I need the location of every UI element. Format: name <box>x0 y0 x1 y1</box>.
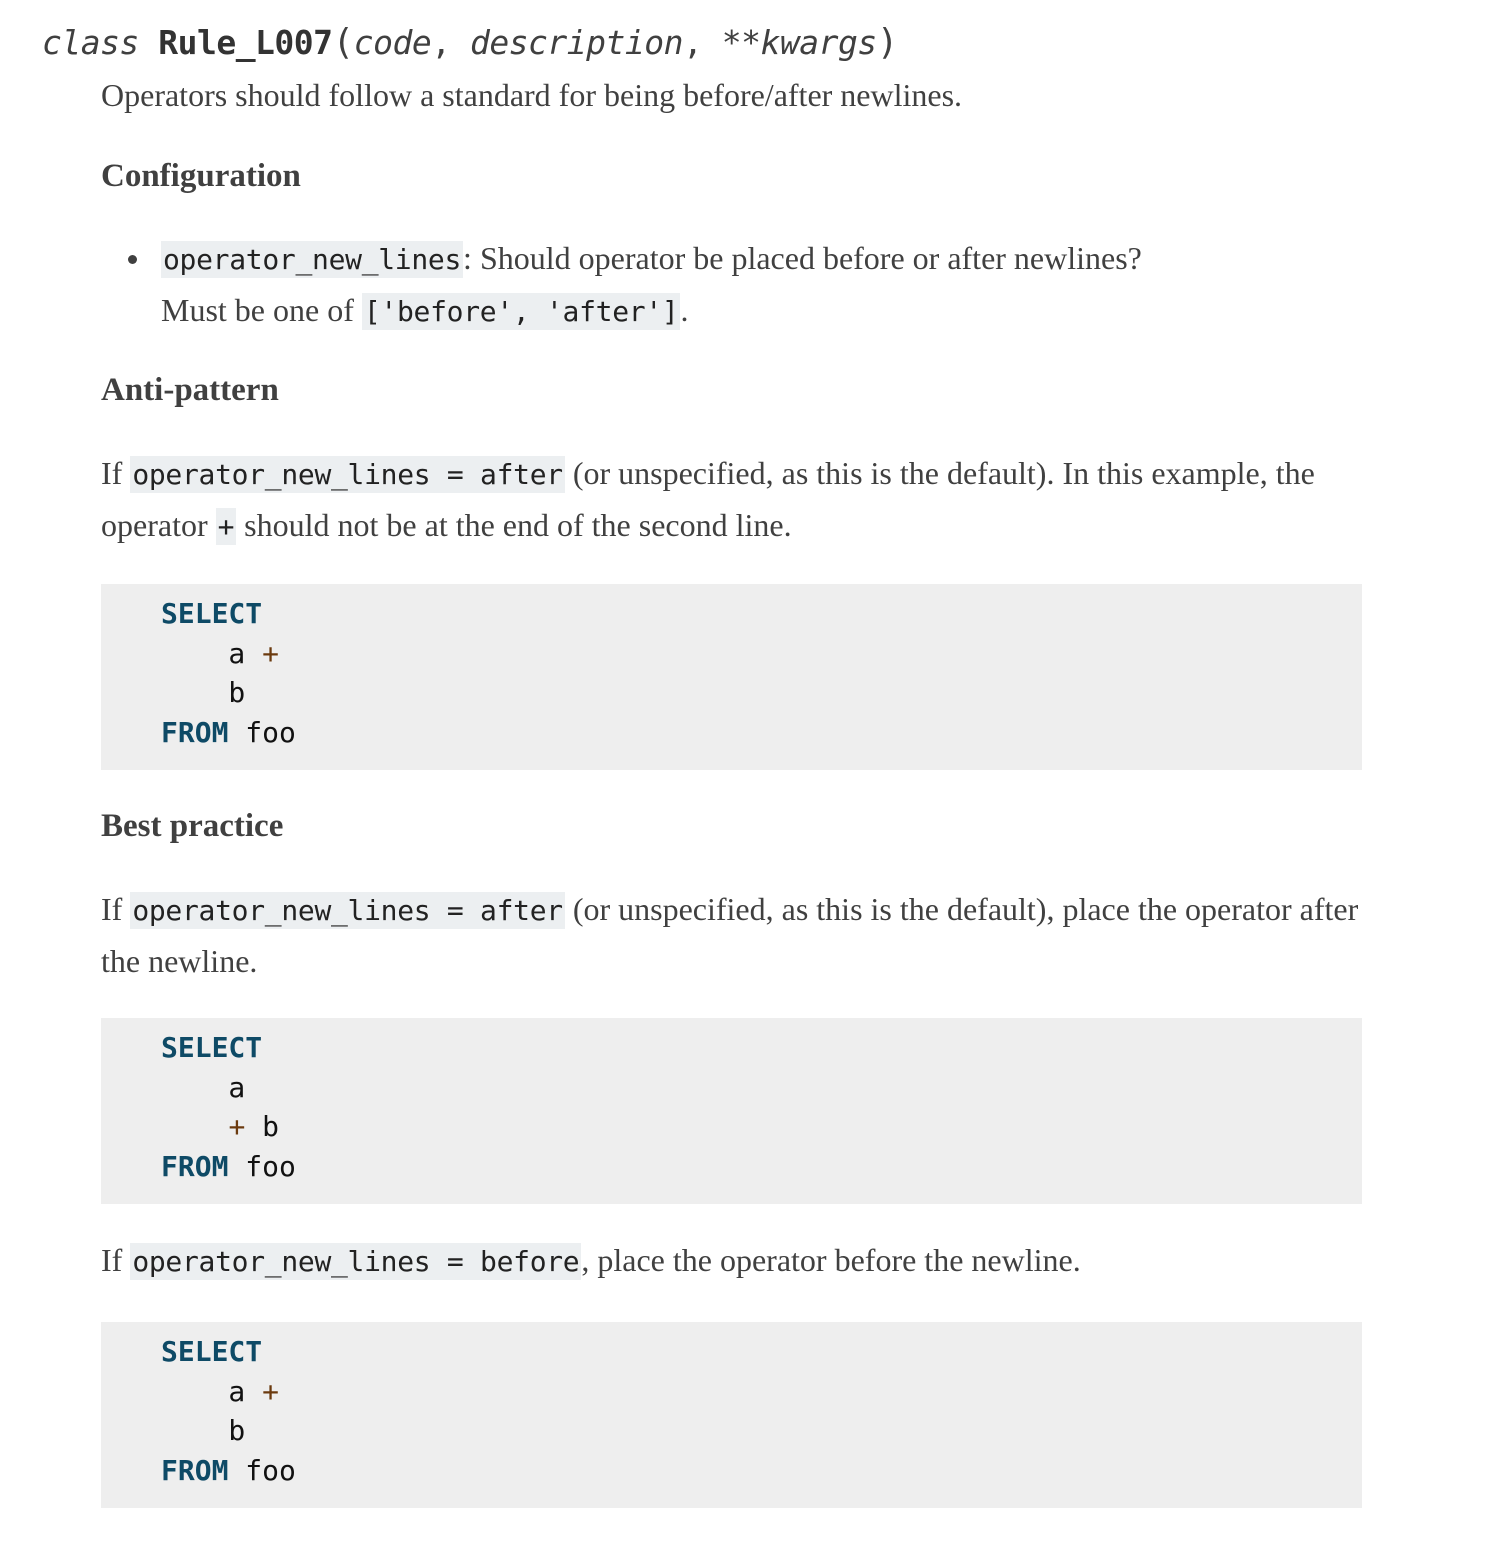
config-option-name: operator_new_lines <box>163 243 462 276</box>
sql-operator: + <box>262 1374 280 1408</box>
open-paren: ( <box>332 22 354 63</box>
sql-token: b <box>161 1414 246 1447</box>
code-block-best-practice-after <box>101 1018 1362 1204</box>
sql-token: a <box>161 1374 263 1408</box>
heading-anti-pattern: Anti-pattern <box>101 372 279 408</box>
inline-code: operator_new_lines = before <box>132 1245 580 1278</box>
heading-configuration: Configuration <box>101 158 301 194</box>
heading-best-practice: Best practice <box>101 808 284 844</box>
class-name: Rule_L007 <box>158 23 333 62</box>
sql-keyword: SELECT <box>161 1031 263 1064</box>
sql-token <box>161 1110 228 1143</box>
code-best-practice-before <box>101 1322 1362 1490</box>
config-list <box>101 233 1363 337</box>
text: (or unspecified, as this is the default), place the operator after the newline. <box>101 891 1359 979</box>
code-block-best-practice-before <box>101 1322 1362 1508</box>
text: If <box>101 891 131 927</box>
sql-operator: + <box>228 1110 246 1143</box>
sql-keyword: SELECT <box>161 1335 263 1368</box>
anti-pattern-paragraph <box>101 448 1363 552</box>
sql-keyword: SELECT <box>161 597 263 630</box>
param-kwargs: **kwargs <box>721 23 877 62</box>
sql-token: a <box>161 1070 246 1104</box>
text: (or unspecified, as this is the default). In this example, the operator <box>101 455 1315 543</box>
config-values-suffix: . <box>680 292 689 328</box>
config-values-prefix: Must be one of <box>161 292 362 328</box>
config-item-operator-new-lines <box>101 233 1363 337</box>
sql-keyword: FROM <box>161 715 229 749</box>
sql-keyword: FROM <box>161 1149 229 1183</box>
bullet-icon <box>128 255 137 264</box>
best-practice-paragraph-before <box>101 1235 1363 1287</box>
close-paren: ) <box>876 22 898 63</box>
sql-keyword: FROM <box>161 1453 229 1487</box>
sql-token: b <box>161 676 246 709</box>
inline-code-plus: + <box>217 510 235 543</box>
class-keyword: class <box>42 23 139 62</box>
text: , place the operator before the newline. <box>581 1242 1081 1278</box>
sql-token: foo <box>228 715 296 749</box>
code-best-practice-after <box>101 1018 1362 1186</box>
text: should not be at the end of the second line. <box>236 507 792 543</box>
class-signature <box>42 18 898 68</box>
param-separator: , <box>683 23 722 62</box>
sql-token: foo <box>228 1453 296 1487</box>
inline-code: operator_new_lines = after <box>132 894 563 927</box>
sql-token: foo <box>228 1149 296 1183</box>
sql-token: b <box>245 1110 280 1143</box>
sql-token: a <box>161 636 263 670</box>
best-practice-paragraph-after <box>101 884 1363 986</box>
inline-code: operator_new_lines = after <box>132 458 563 491</box>
param-code: code <box>353 23 432 62</box>
config-option-text: : Should operator be placed before or after newlines? <box>463 240 1142 276</box>
param-separator: , <box>431 23 470 62</box>
sql-operator: + <box>262 636 280 670</box>
config-values-code: ['before', 'after'] <box>363 295 679 328</box>
rule-description: Operators should follow a standard for being before/after newlines. <box>101 77 963 113</box>
code-block-anti-pattern <box>101 584 1362 770</box>
text: If <box>101 1242 131 1278</box>
param-description: description <box>469 23 683 62</box>
text: If <box>101 455 131 491</box>
code-anti-pattern <box>101 584 1362 752</box>
